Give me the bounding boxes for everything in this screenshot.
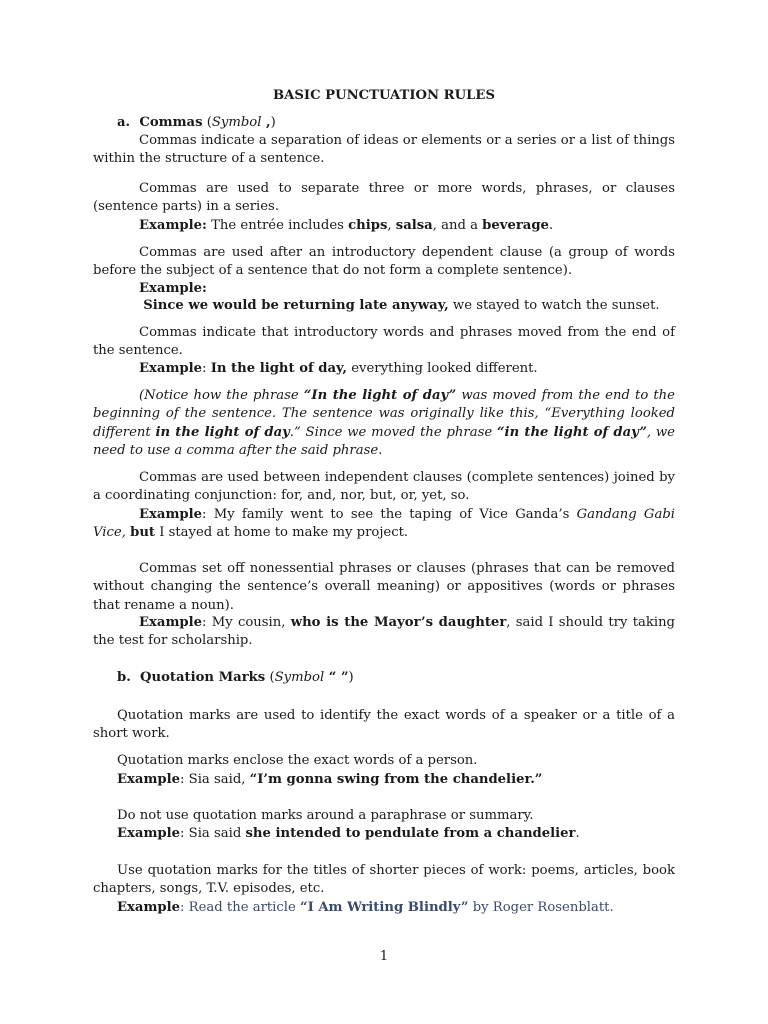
example-text: : <box>202 361 211 376</box>
note-text: (Notice how the phrase <box>139 388 304 403</box>
example-label: Example <box>117 772 181 787</box>
quotes-example-3 <box>117 825 580 843</box>
note-bold: “In the light of day” <box>303 388 457 403</box>
example-text: I stayed at home to make my project. <box>155 525 409 541</box>
section-a-marker: a. <box>117 115 131 130</box>
example-text: : Sia said <box>180 826 246 841</box>
example-label: Example: <box>139 281 207 296</box>
section-b-symbol-close: ) <box>348 670 354 685</box>
section-a-name: Commas <box>139 115 203 130</box>
example-bold: salsa <box>395 218 433 233</box>
example-label: Example <box>117 826 181 841</box>
quotes-paragraph-2: Quotation marks enclose the exact words of a person. <box>117 753 478 768</box>
note-text: , we need to use a comma after the said phrase. <box>93 424 675 458</box>
page-number: 1 <box>379 949 389 964</box>
note-text: .” Since we moved the phrase <box>289 424 497 440</box>
example-label: Example <box>117 900 181 915</box>
example-bold: chips <box>348 218 388 233</box>
example-bold: she intended to pendulate from a chandelier <box>245 826 576 841</box>
page-title: BASIC PUNCTUATION RULES <box>273 88 495 103</box>
example-label: Example <box>139 507 203 522</box>
example-text: . <box>575 826 580 841</box>
note-bold: in the light of day <box>155 424 290 440</box>
quotes-example-2 <box>117 771 542 789</box>
note-text: was moved from the end to the beginning of the sentence. The sentence was originally like this, “Everything looked different <box>93 388 675 440</box>
note-bold: “in the light of day” <box>496 424 647 440</box>
commas-note <box>93 387 675 460</box>
example-text: , and a <box>432 218 483 233</box>
section-a-symbol-open: ( <box>202 115 212 130</box>
quotes-paragraph-1: Quotation marks are used to identify the exact words of a speaker or a title of a short work. <box>93 708 675 742</box>
section-b-name: Quotation Marks <box>140 670 266 685</box>
section-b-marker: b. <box>117 670 131 685</box>
commas-example-4 <box>139 360 538 378</box>
example-bold: “I Am Writing Blindly” <box>299 900 469 915</box>
quotes-paragraph-4: Use quotation marks for the titles of shorter pieces of work: poems, articles, book chapters, songs, T.V. episodes, etc. <box>93 863 675 897</box>
section-a-symbol-char: , <box>261 115 271 130</box>
example-text: . <box>548 218 554 233</box>
commas-example-2 <box>139 217 553 235</box>
example-bold: In the light of day, <box>210 361 348 376</box>
commas-example-3-label <box>139 280 207 298</box>
commas-paragraph-2: Commas are used to separate three or more words, phrases, or clauses (sentence parts) in a series. <box>93 181 675 215</box>
quotes-paragraph-3: Do not use quotation marks around a paraphrase or summary. <box>117 808 534 823</box>
section-a-symbol-close: ) <box>270 115 276 130</box>
section-b-symbol-open: ( <box>265 670 275 685</box>
example-text: : Read the article <box>180 900 300 915</box>
section-b-symbol-word: Symbol <box>274 670 325 685</box>
example-text: , <box>387 218 396 233</box>
example-text: , said I should try taking the test for scholarship. <box>93 615 676 649</box>
example-text: : My family went to see the taping of Vice Ganda’s <box>202 507 577 522</box>
section-b-symbol-char: “ ” <box>324 670 349 685</box>
example-bold: but <box>130 525 156 541</box>
commas-paragraph-4: Commas indicate that introductory words and phrases moved from the end of the sentence. <box>93 325 675 359</box>
example-text: : Sia said, <box>180 772 250 787</box>
example-text: : My cousin, <box>202 615 291 630</box>
section-b-heading <box>117 669 354 687</box>
example-text: by Roger Rosenblatt. <box>468 900 614 915</box>
commas-example-6 <box>93 614 675 651</box>
quotes-example-4 <box>117 899 614 917</box>
example-label: Example <box>139 361 203 376</box>
example-italic: Gandang Gabi Vice, <box>93 507 675 541</box>
example-text: everything looked different. <box>347 361 538 376</box>
commas-example-5 <box>93 506 675 543</box>
example-bold: “I’m gonna swing from the chandelier.” <box>249 772 543 787</box>
commas-example-3 <box>139 297 660 315</box>
commas-paragraph-3: Commas are used after an introductory dependent clause (a group of words before the subject of a sentence that do not form a complete sentence). <box>93 245 675 279</box>
commas-paragraph-5: Commas are used between independent clauses (complete sentences) joined by a coordinating conjunction: for, and, nor, but, or, yet, so. <box>93 470 675 504</box>
section-a-symbol-word: Symbol <box>211 115 262 130</box>
example-text: we stayed to watch the sunset. <box>448 298 660 313</box>
example-text: The entrée includes <box>206 218 349 233</box>
example-bold: who is the Mayor’s daughter <box>290 615 507 630</box>
commas-paragraph-1: Commas indicate a separation of ideas or elements or a series or a list of things within the structure of a sentence. <box>93 133 675 167</box>
example-bold: Since we would be returning late anyway, <box>143 298 449 313</box>
example-label: Example <box>139 615 203 630</box>
example-bold: beverage <box>482 218 549 233</box>
section-a-heading <box>117 114 276 132</box>
commas-paragraph-6: Commas set off nonessential phrases or clauses (phrases that can be removed without changing the sentence’s overall meaning) or appositives (words or phrases that rename a noun). <box>93 561 675 613</box>
example-label: Example: <box>139 218 207 233</box>
